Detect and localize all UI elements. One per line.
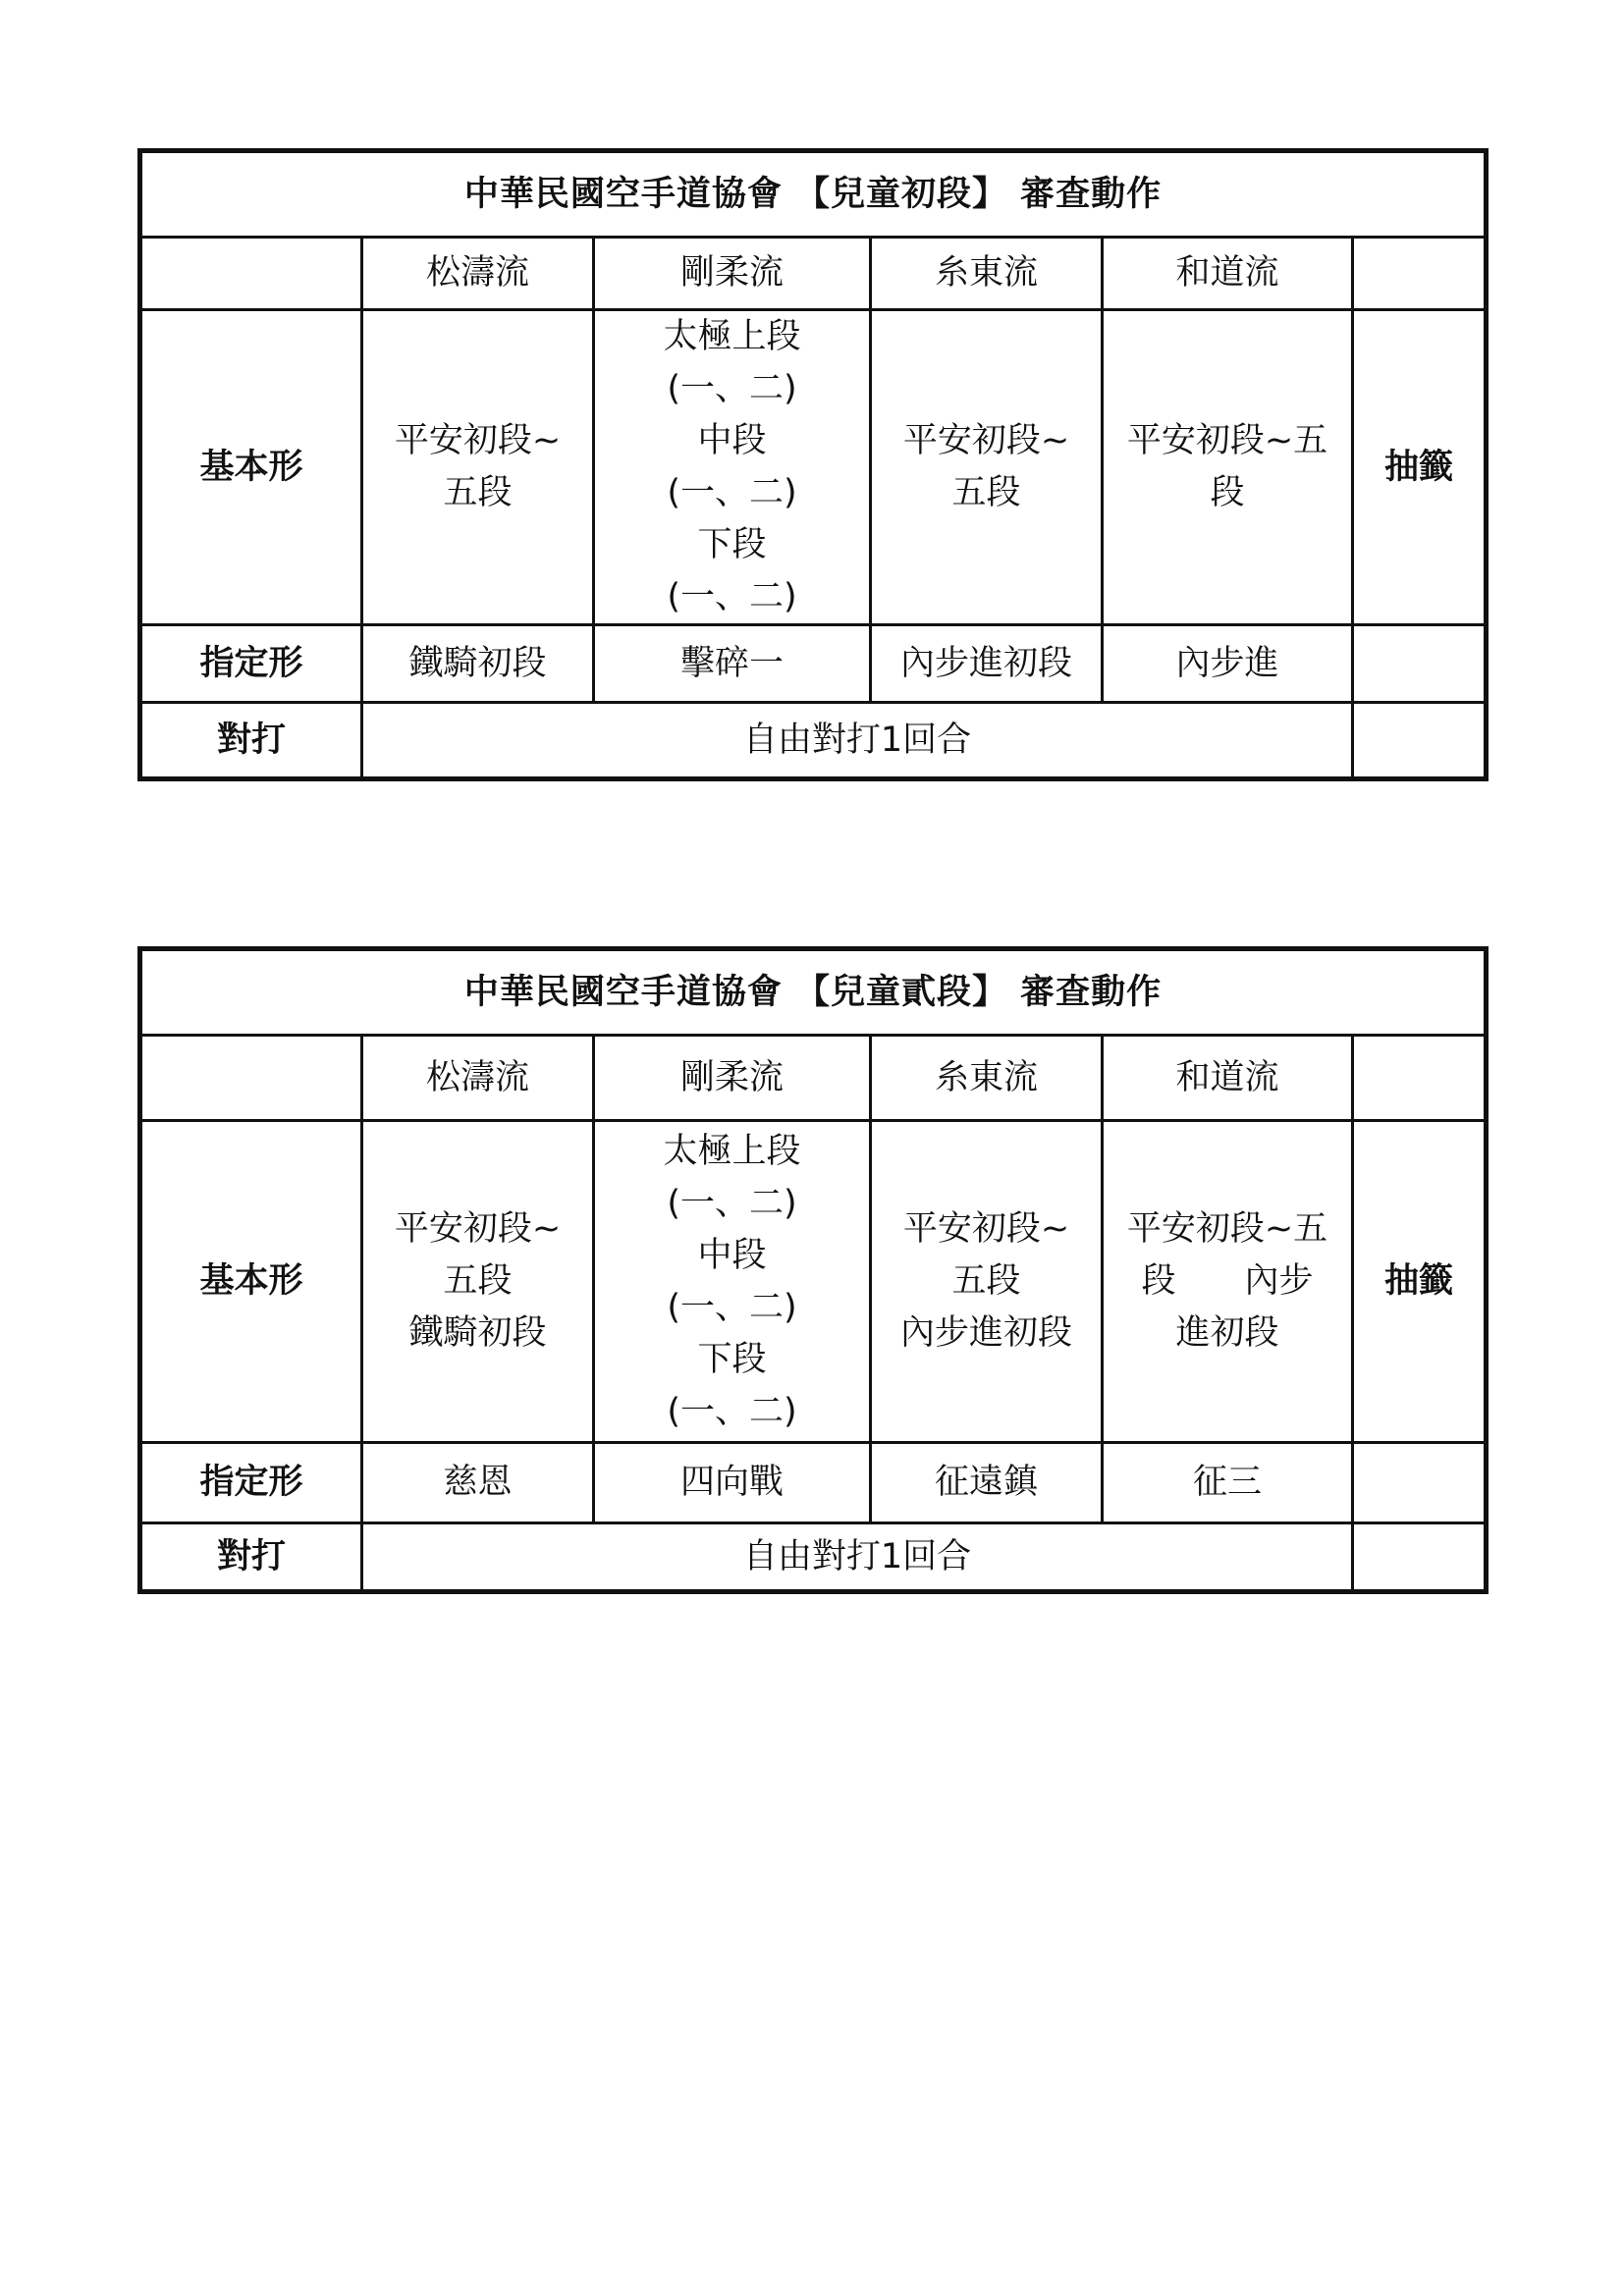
basic-kata-shotokan: 平安初段~ 五段 鐵騎初段	[362, 1121, 594, 1443]
basic-kata-shito: 平安初段~ 五段 內步進初段	[871, 1121, 1103, 1443]
basic-kata-shotokan: 平安初段~ 五段	[362, 310, 594, 625]
row-label-basic-kata: 基本形	[140, 1121, 362, 1443]
header-empty-cell	[140, 238, 362, 310]
header-empty-cell	[1353, 238, 1487, 310]
table-title: 中華民國空手道協會 【兒童貳段】 審查動作	[140, 949, 1487, 1036]
style-header-shito: 糸東流	[871, 1036, 1103, 1121]
sparring-text: 自由對打1回合	[362, 1523, 1353, 1592]
designated-kata-shotokan: 鐵騎初段	[362, 625, 594, 703]
header-empty-cell	[140, 1036, 362, 1121]
exam-table-shodan	[137, 148, 1489, 781]
style-header-goju: 剛柔流	[594, 1036, 871, 1121]
designated-empty-cell	[1353, 625, 1487, 703]
row-label-designated-kata: 指定形	[140, 625, 362, 703]
basic-kata-wado: 平安初段~五 段	[1103, 310, 1353, 625]
designated-kata-wado: 征三	[1103, 1443, 1353, 1523]
sparring-empty-cell	[1353, 703, 1487, 779]
designated-kata-shito: 內步進初段	[871, 625, 1103, 703]
draw-lots-cell: 抽籤	[1353, 1121, 1487, 1443]
row-label-designated-kata: 指定形	[140, 1443, 362, 1523]
basic-kata-goju: 太極上段 (一、二) 中段 (一、二) 下段 (一、二)	[594, 310, 871, 625]
basic-kata-wado: 平安初段~五 段 內步 進初段	[1103, 1121, 1353, 1443]
designated-empty-cell	[1353, 1443, 1487, 1523]
basic-kata-goju: 太極上段 (一、二) 中段 (一、二) 下段 (一、二)	[594, 1121, 871, 1443]
style-header-wado: 和道流	[1103, 1036, 1353, 1121]
table-title: 中華民國空手道協會 【兒童初段】 審查動作	[140, 151, 1487, 238]
designated-kata-goju: 四向戰	[594, 1443, 871, 1523]
designated-kata-wado: 內步進	[1103, 625, 1353, 703]
basic-kata-shito: 平安初段~ 五段	[871, 310, 1103, 625]
row-label-sparring: 對打	[140, 703, 362, 779]
exam-table-nidan	[137, 946, 1489, 1594]
row-label-sparring: 對打	[140, 1523, 362, 1592]
designated-kata-shito: 征遠鎮	[871, 1443, 1103, 1523]
style-header-wado: 和道流	[1103, 238, 1353, 310]
designated-kata-shotokan: 慈恩	[362, 1443, 594, 1523]
style-header-shotokan: 松濤流	[362, 1036, 594, 1121]
style-header-shotokan: 松濤流	[362, 238, 594, 310]
sparring-text: 自由對打1回合	[362, 703, 1353, 779]
row-label-basic-kata: 基本形	[140, 310, 362, 625]
style-header-shito: 糸東流	[871, 238, 1103, 310]
style-header-goju: 剛柔流	[594, 238, 871, 310]
header-empty-cell	[1353, 1036, 1487, 1121]
designated-kata-goju: 擊碎一	[594, 625, 871, 703]
sparring-empty-cell	[1353, 1523, 1487, 1592]
draw-lots-cell: 抽籤	[1353, 310, 1487, 625]
